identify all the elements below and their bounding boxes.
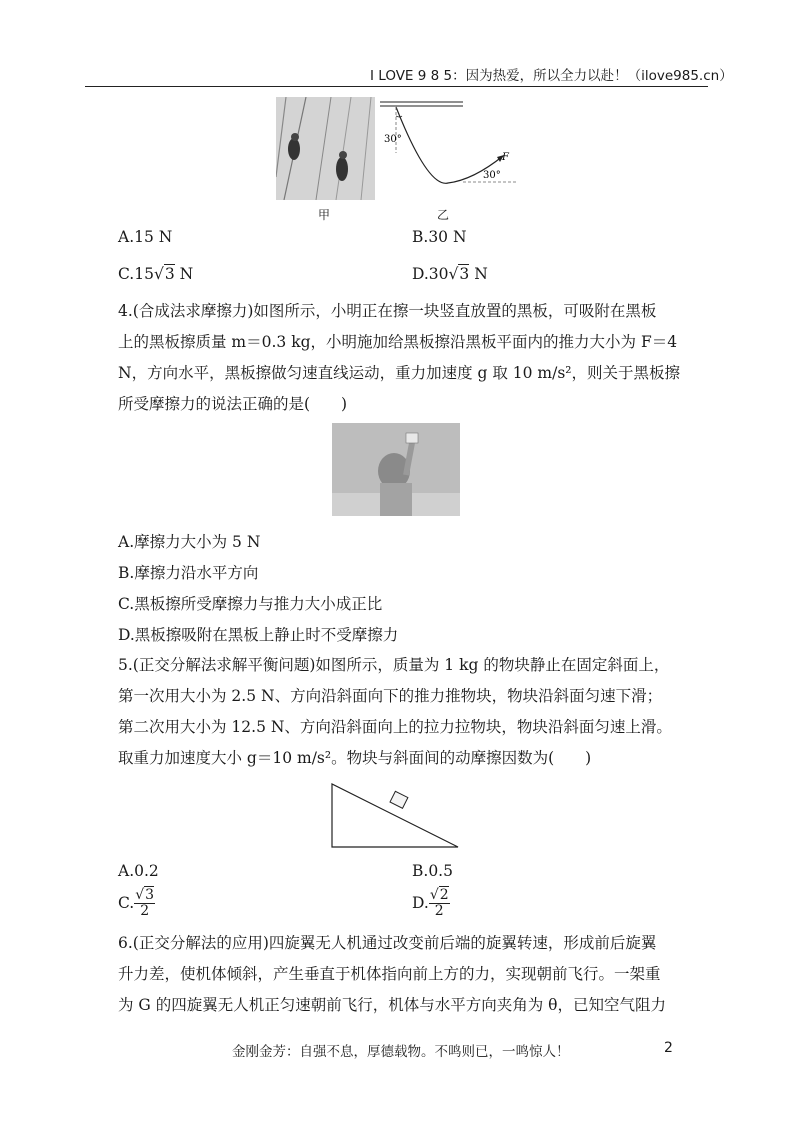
page-header: I LOVE 9 8 5：因为热爱，所以全力以赴！（ilove985.cn） (370, 68, 733, 84)
photo-climbers (276, 97, 375, 200)
q5-option-c-fraction: $\frac{√3}{2}$ (135, 887, 155, 920)
q5-stem (118, 650, 678, 774)
page-number: 2 (664, 1040, 673, 1056)
q5-option-c-denominator: 2 (140, 903, 150, 920)
caption-jia: 甲 (318, 208, 331, 222)
q4-stem (118, 296, 681, 420)
q4-line-1: 4.(合成法求摩擦力)如图所示，小明正在擦一块竖直放置的黑板，可吸附在黑板 (118, 302, 657, 320)
q3-option-d-unit: N (474, 265, 488, 283)
angle-label-bottom: 30° (483, 170, 501, 181)
force-label: F (502, 152, 509, 163)
q3-option-c-unit: N (179, 265, 194, 283)
q3-option-a: A.15 N (118, 228, 173, 246)
q6-line-3: 为 G 的四旋翼无人机正匀速朝前飞行，机体与水平方向夹角为 θ，已知空气阻力 (118, 996, 666, 1014)
caption-yi: 乙 (437, 208, 450, 222)
q3-option-d: D.30√3 N (412, 265, 488, 283)
photo-blackboard (332, 423, 460, 516)
rope-force-diagram (378, 98, 523, 193)
q5-option-c-numerator: 3 (145, 887, 155, 903)
q5-option-c-prefix: C. (118, 893, 135, 912)
q4-line-3: N，方向水平，黑板擦做匀速直线运动，重力加速度 g 取 10 m/s²，则关于黑板擦 (118, 364, 681, 382)
q3-option-d-prefix: D.30 (412, 265, 449, 283)
page-footer: 金刚金芳：自强不息，厚德载物。不鸣则已，一鸣惊人！ (232, 1044, 570, 1060)
q4-option-c: C.黑板擦所受摩擦力与推力大小成正比 (118, 595, 383, 613)
q6-stem (118, 928, 678, 1021)
q5-line-3: 第二次用大小为 12.5 N、方向沿斜面向上的拉力拉物块，物块沿斜面匀速上滑。 (118, 718, 672, 736)
q4-line-2: 上的黑板擦质量 m＝0.3 kg，小明施加给黑板擦沿黑板平面内的推力大小为 F＝4 (118, 333, 678, 351)
q3-option-c: C.15√3 N (118, 265, 194, 283)
q5-line-1: 5.(正交分解法求解平衡问题)如图所示，质量为 1 kg 的物块静止在固定斜面上， (118, 656, 670, 674)
q5-option-b: B.0.5 (412, 862, 453, 880)
q3-option-c-radicand: 3 (164, 265, 175, 283)
q5-option-d-denominator: 2 (434, 903, 444, 920)
q5-option-d-prefix: D. (412, 893, 429, 912)
q4-option-b: B.摩擦力沿水平方向 (118, 564, 259, 582)
q5-option-c (118, 888, 155, 920)
angle-label-top: 30° (384, 134, 402, 145)
q5-option-d-numerator: 2 (439, 887, 449, 903)
q6-line-1: 6.(正交分解法的应用)四旋翼无人机通过改变前后端的旋翼转速，形成前后旋翼 (118, 934, 657, 952)
incline-diagram (330, 782, 462, 850)
q4-option-d: D.黑板擦吸附在黑板上静止时不受摩擦力 (118, 626, 399, 644)
blackboard-illustration (332, 423, 460, 516)
q3-option-b: B.30 N (412, 228, 467, 246)
q6-line-2: 升力差，使机体倾斜，产生垂直于机体指向前上方的力，实现朝前飞行。一架重 (118, 965, 661, 983)
q5-option-d (412, 888, 450, 920)
climbers-illustration (276, 97, 375, 200)
q3-option-d-radicand: 3 (459, 265, 470, 283)
q4-line-4: 所受摩擦力的说法正确的是( ) (118, 395, 348, 413)
q3-option-c-prefix: C.15 (118, 265, 154, 283)
q5-line-2: 第一次用大小为 2.5 N、方向沿斜面向下的推力推物块，物块沿斜面匀速下滑； (118, 687, 663, 705)
q5-option-d-fraction: $\frac{√2}{2}$ (429, 887, 449, 920)
q4-option-a: A.摩擦力大小为 5 N (118, 533, 261, 551)
header-rule (85, 86, 708, 87)
q5-option-a: A.0.2 (118, 862, 159, 880)
q5-line-4: 取重力加速度大小 g＝10 m/s²。物块与斜面间的动摩擦因数为( ) (118, 749, 592, 767)
